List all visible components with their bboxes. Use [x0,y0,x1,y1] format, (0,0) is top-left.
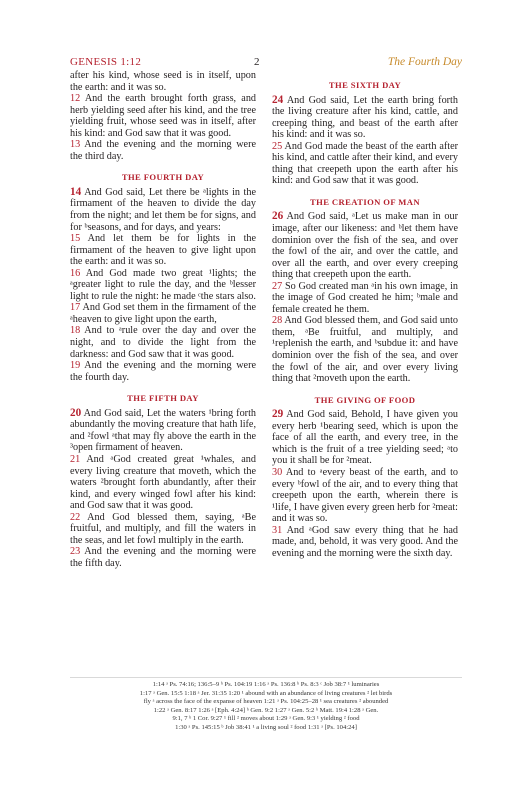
verse-text: And God said, Let there be ᵃlights in the firmament of the heaven to divide the day from the night; and let them be for signs, and for ᵇseasons, and for days, and years: [70,186,257,233]
footnote-line: 1:14 ᵃ Ps. 74:16; 136:5–9 ᵇ Ps. 104:19 1:16 ᵃ Ps. 136:8 ᵇ Ps. 8:3 ᶜ Job 38:7 ¹ luminaries [152,681,380,688]
verse-text: And God blessed them, saying, ᵃBe fruitful, and multiply, and fill the waters in the seas, and let fowl multiply in the earth. [70,511,257,546]
verse-number: 27 [272,280,283,292]
section-heading: THE GIVING OF FOOD [314,394,416,405]
verse-continuation [70,70,256,93]
verse-number: 29 [272,408,284,421]
verse [70,187,256,233]
page-header [70,56,462,70]
verse-text: And God made two great ¹lights; the ᵃgreater light to rule the day, and the ᵇlesser light to rule the night: he made ᶜthe stars also. [70,267,256,302]
verse [70,325,256,360]
verse-number: 16 [70,267,81,279]
verse-number: 28 [272,315,283,327]
verse-number: 15 [70,233,81,245]
verse [272,467,458,525]
section-heading: THE FIFTH DAY [127,393,199,404]
verse-number: 23 [70,546,81,558]
footnote-line: 9:1, 7 ᵇ 1 Cor. 9:27 ¹ fill ² moves about 1:29 ᵃ Gen. 9:3 ¹ yielding ² food [172,715,360,723]
verse-number: 25 [272,140,283,152]
verse-text: So God created man ᵃin his own image, in the image of God created he him; ᵇmale and female created he them. [272,280,459,315]
verse [70,512,256,547]
verse [272,211,458,280]
verse-number: 20 [70,406,82,419]
verse [70,546,256,569]
verse [70,93,256,139]
verse-text: And the evening and the morning were the fifth day. [70,546,256,569]
verse-text: And to ᵃevery beast of the earth, and to every ᵇfowl of the air, and to every thing that creepeth upon the earth, wherein there is ¹life, I have given every green herb for ²meat: and it was so. [272,466,458,525]
verse-number: 26 [272,210,284,223]
verse-number: 24 [272,93,284,106]
verse-number: 21 [70,453,81,465]
verse-number: 13 [70,139,81,151]
footnote-line: 1:22 ᵃ Gen. 8:17 1:26 ᵃ [Eph. 4:24] ᵇ Gen. 9:2 1:27 ᵃ Gen. 5:2 ᵇ Matt. 19:4 1:28 ᵃ Gen. [153,706,379,714]
verse [70,139,256,162]
verse-number: 17 [70,302,81,314]
verse-text: And the evening and the morning were the third day. [70,139,256,162]
verse-text: And ᵃGod created great ¹whales, and every living creature that moveth, which the waters ²brought forth abundantly, after their kind, and every winged fowl after his kind: and God saw that it was good. [70,453,256,512]
section-heading: THE SIXTH DAY [328,80,402,90]
verse-text: And God blessed them, and God said unto them, ᵃBe fruitful, and multiply, and ¹replenish the earth, and ᵇsubdue it: and have dominion over the fish of the sea, and over the fowl of the air, and over every living thing that ²moveth upon the earth. [272,315,458,385]
verse [70,233,256,268]
verse [70,302,256,325]
right-column [272,70,458,559]
verse [272,525,458,560]
verse-number: 30 [272,466,283,478]
chapter-reference: GENESIS 1:12 [70,56,142,68]
section-heading: THE CREATION OF MAN [309,196,420,207]
verse [70,360,256,383]
verse-text: And God made the beast of the earth after his kind, and cattle after their kind, and every thing that creepeth upon the earth after his kind: and God saw that it was good. [272,140,459,187]
footnotes [70,677,462,733]
footnote-line: 1:17 ᵃ Gen. 15:5 1:18 ᵃ Jer. 31:35 1:20 ¹ abound with an abundance of living creatures ² let birds [139,689,393,697]
verse [70,408,256,454]
verse-text: And God said, Behold, I have given you every herb ¹bearing seed, which is upon the face of all the earth, and every tree, in the which is the fruit of a tree yielding seed; ᵃto you it shall be for ²meat. [272,409,459,467]
footnote-line: fly ᵃ across the face of the expanse of heaven 1:21 ᵃ Ps. 104:25–28 ¹ sea creatures ² abounded [143,698,389,706]
verse-text: And let them be for lights in the firmament of the heaven to give light upon the earth: and it was so. [70,233,257,268]
verse-text: And the evening and the morning were the fourth day. [70,360,256,383]
verse [272,281,458,316]
verse-text: And God said, Let the earth bring forth the living creature after his kind, cattle, and creeping thing, and beast of the earth after his kind: and it was so. [272,94,458,141]
verse [272,95,458,141]
verse [272,315,458,384]
verse-number: 12 [70,93,81,105]
verse [272,141,458,187]
verse [272,409,458,467]
verse-text: And ᵃGod saw every thing that he had made, and, behold, it was very good. And the evening and the morning were the sixth day. [272,524,458,559]
running-title: The Fourth Day [387,56,462,68]
verse-text: after his kind, whose seed is in itself, upon the earth: and it was so. [70,70,256,93]
footnote-line: 1:30 ᵃ Ps. 145:15 ᵇ Job 38:41 ¹ a living soul ² food 1:31 ᵃ [Ps. 104:24] [175,723,357,731]
verse-text: And God set them in the firmament of the ᵃheaven to give light upon the earth, [70,302,256,325]
verse-number: 19 [70,360,81,372]
verse-text: And God said, ᵃLet us make man in our image, after our likeness: and ᵇlet them have dominion over the fish of the sea, and over the fowl of the air, and over the cattle, and over all the earth, and over every creeping thing that creepeth upon the earth. [272,211,459,281]
verse-number: 22 [70,511,81,523]
page-number: 2 [254,56,260,68]
verse [70,454,256,512]
verse-text: And the earth brought forth grass, and herb yielding seed after his kind, and the tree yielding fruit, whose seed was in itself, after his kind: and God saw that it was good. [70,93,257,139]
verse-number: 18 [70,325,81,337]
verse-text: And to ᵃrule over the day and over the night, and to divide the light from the darkness: and God saw that it was good. [70,325,256,360]
verse-number: 14 [70,185,82,198]
verse [70,268,256,303]
verse-number: 31 [272,524,283,536]
section-heading: THE FOURTH DAY [121,172,205,183]
verse-text: And God said, Let the waters ¹bring forth abundantly the moving creature that hath life, and ²fowl ᵃthat may fly above the earth in the ³open firmament of heaven. [70,407,256,454]
left-column [70,70,256,569]
